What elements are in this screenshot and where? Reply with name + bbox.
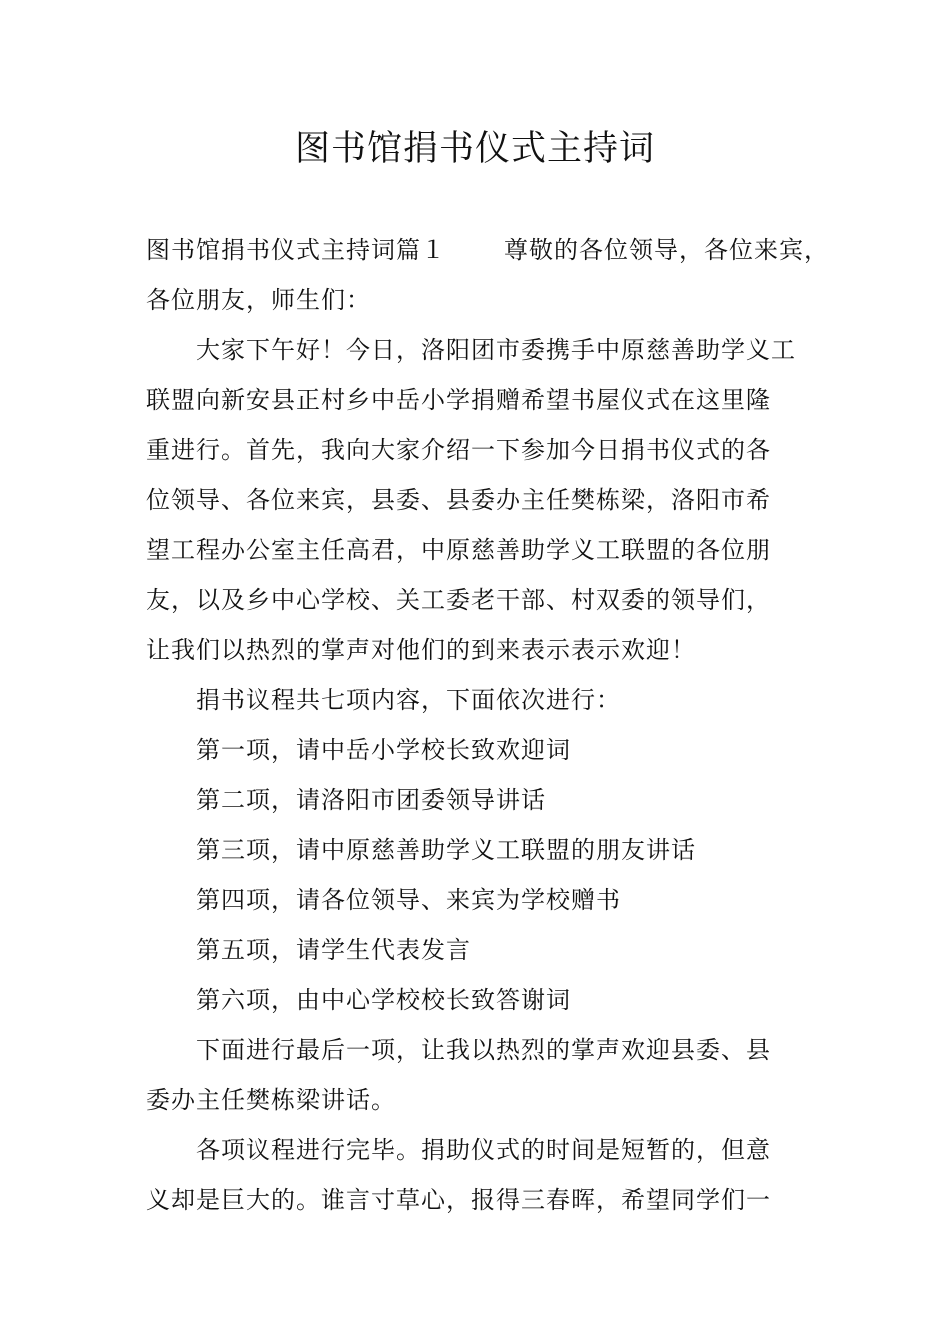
agenda-intro: 捐书议程共七项内容，下面依次进行：	[196, 686, 621, 714]
paragraph-line: 各项议程进行完毕。捐助仪式的时间是短暂的，但意	[196, 1136, 771, 1164]
paragraph-line: 让我们以热烈的掌声对他们的到来表示表示欢迎！	[146, 636, 696, 664]
agenda-item: 第一项，请中岳小学校长致欢迎词	[196, 736, 571, 764]
agenda-item: 第六项，由中心学校校长致答谢词	[196, 986, 571, 1014]
paragraph-line: 位领导、各位来宾，县委、县委办主任樊栋梁，洛阳市希	[146, 486, 771, 514]
agenda-item: 第三项，请中原慈善助学义工联盟的朋友讲话	[196, 836, 696, 864]
paragraph-line: 各位朋友，师生们：	[146, 286, 371, 314]
paragraph-line: 下面进行最后一项，让我以热烈的掌声欢迎县委、县	[196, 1036, 771, 1064]
heading-text: 尊敬的各位领导，各位来宾，	[504, 236, 829, 264]
paragraph-line: 望工程办公室主任高君，中原慈善助学义工联盟的各位朋	[146, 536, 771, 564]
paragraph-line: 大家下午好！今日，洛阳团市委携手中原慈善助学义工	[196, 336, 796, 364]
agenda-item: 第二项，请洛阳市团委领导讲话	[196, 786, 546, 814]
paragraph-line: 委办主任樊栋梁讲话。	[146, 1086, 396, 1114]
paragraph-line: 义却是巨大的。谁言寸草心，报得三春晖，希望同学们一	[146, 1186, 771, 1214]
heading-line	[146, 234, 829, 266]
paragraph-line: 重进行。首先，我向大家介绍一下参加今日捐书仪式的各	[146, 436, 771, 464]
document-title: 图书馆捐书仪式主持词	[294, 129, 655, 169]
heading-label: 图书馆捐书仪式主持词篇１	[146, 236, 446, 264]
agenda-item: 第五项，请学生代表发言	[196, 936, 471, 964]
paragraph-line: 联盟向新安县正村乡中岳小学捐赠希望书屋仪式在这里隆	[146, 386, 771, 414]
paragraph-line: 友，以及乡中心学校、关工委老干部、村双委的领导们，	[146, 586, 771, 614]
agenda-item: 第四项，请各位领导、来宾为学校赠书	[196, 886, 621, 914]
